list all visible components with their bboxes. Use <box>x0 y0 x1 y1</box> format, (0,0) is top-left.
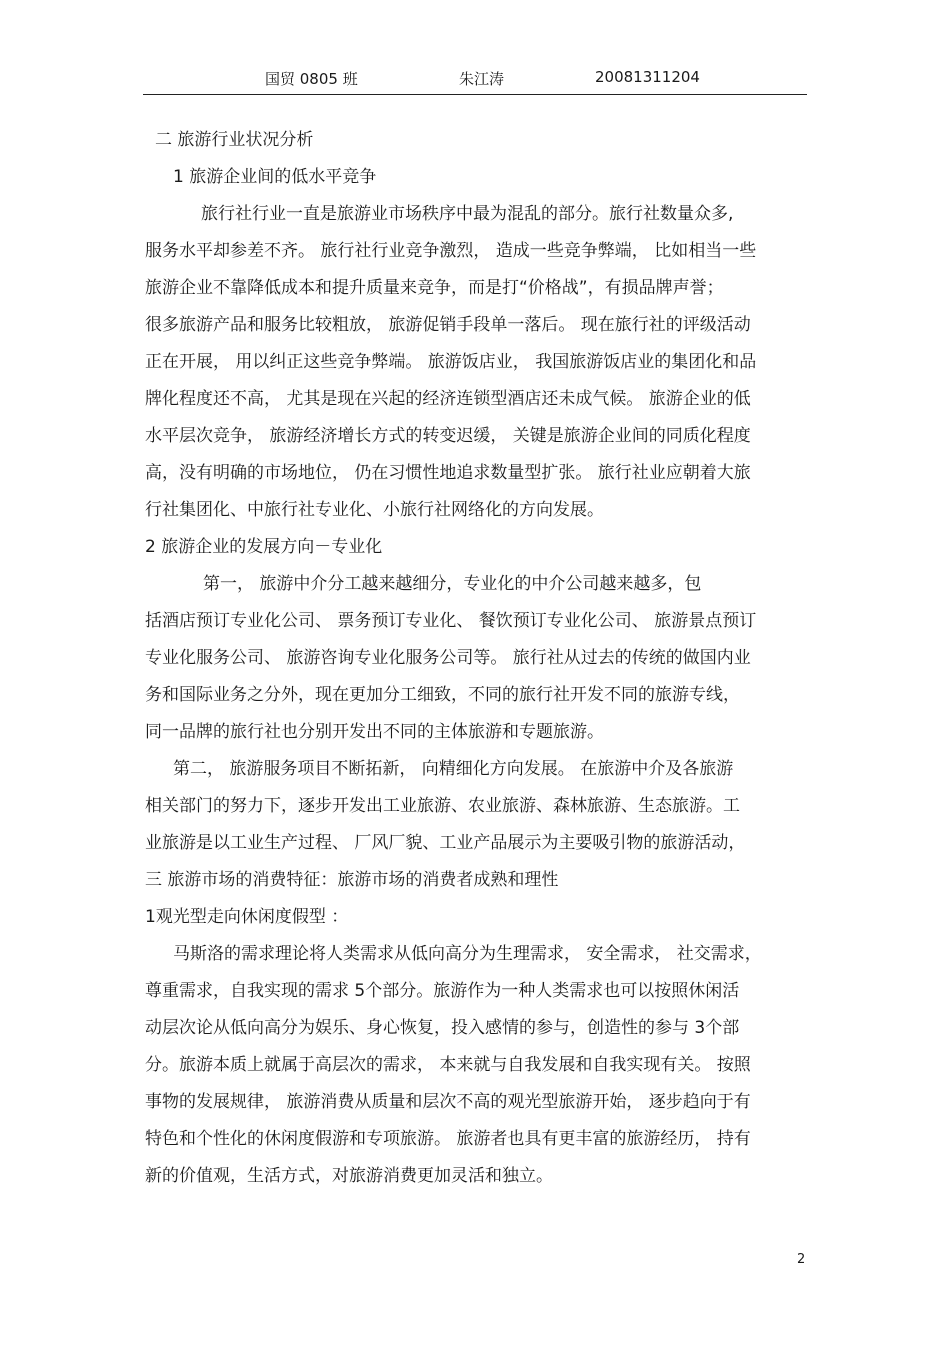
text-line: 1 旅游企业间的低水平竞争 <box>173 167 377 187</box>
text-line: 特色和个性化的休闲度假游和专项旅游。 旅游者也具有更丰富的旅游经历， 持有 <box>145 1129 751 1149</box>
text-line: 水平层次竞争， 旅游经济增长方式的转变迟缓， 关键是旅游企业间的同质化程度 <box>145 426 751 446</box>
text-line: 很多旅游产品和服务比较粗放， 旅游促销手段单一落后。 现在旅行社的评级活动 <box>145 315 751 335</box>
text-line: 括酒店预订专业化公司、 票务预订专业化、 餐饮预订专业化公司、 旅游景点预订 <box>145 611 757 631</box>
text-line: 行社集团化、中旅行社专业化、小旅行社网络化的方向发展。 <box>145 500 604 520</box>
text-line: 新的价值观，生活方式，对旅游消费更加灵活和独立。 <box>145 1166 553 1186</box>
header-author-name: 朱江涛 <box>459 70 505 88</box>
text-line: 二 旅游行业状况分析 <box>155 130 314 150</box>
text-line: 马斯洛的需求理论将人类需求从低向高分为生理需求， 安全需求， 社交需求， <box>173 944 762 964</box>
document-body <box>145 122 807 1195</box>
text-line: 分。旅游本质上就属于高层次的需求， 本来就与自我发展和自我实现有关。 按照 <box>145 1055 751 1075</box>
text-line: 三 旅游市场的消费特征：旅游市场的消费者成熟和理性 <box>145 870 559 890</box>
text-line: 同一品牌的旅行社也分别开发出不同的主体旅游和专题旅游。 <box>145 722 604 742</box>
text-line: 第二， 旅游服务项目不断拓新， 向精细化方向发展。 在旅游中介及各旅游 <box>173 759 734 779</box>
header-rule <box>143 94 807 95</box>
text-line: 正在开展， 用以纠正这些竞争弊端。 旅游饭店业， 我国旅游饭店业的集团化和品 <box>145 352 757 372</box>
text-line: 尊重需求，自我实现的需求 5个部分。旅游作为一种人类需求也可以按照休闲活 <box>145 981 740 1001</box>
text-line: 第一， 旅游中介分工越来越细分，专业化的中介公司越来越多，包 <box>203 574 702 594</box>
text-line: 2 旅游企业的发展方向－专业化 <box>145 537 383 557</box>
text-line: 牌化程度还不高， 尤其是现在兴起的经济连锁型酒店还未成气候。 旅游企业的低 <box>145 389 751 409</box>
page-number: 2 <box>797 1252 806 1267</box>
text-line: 旅行社行业一直是旅游业市场秩序中最为混乱的部分。旅行社数量众多, <box>201 204 734 224</box>
text-line: 务和国际业务之分外，现在更加分工细致，不同的旅行社开发不同的旅游专线， <box>145 685 740 705</box>
text-line: 1观光型走向休闲度假型 ： <box>145 907 349 927</box>
text-line: 事物的发展规律， 旅游消费从质量和层次不高的观光型旅游开始， 逐步趋向于有 <box>145 1092 751 1112</box>
page-header <box>143 68 807 90</box>
text-line: 旅游企业不靠降低成本和提升质量来竞争，而是打“价格战”，有损品牌声誉； <box>145 278 724 298</box>
header-class: 国贸 0805 班 <box>265 70 358 88</box>
text-line: 服务水平却参差不齐。 旅行社行业竞争激烈， 造成一些竞争弊端， 比如相当一些 <box>145 241 757 261</box>
text-line: 业旅游是以工业生产过程、 厂风厂貌、工业产品展示为主要吸引物的旅游活动， <box>145 833 746 853</box>
text-line: 动层次论从低向高分为娱乐、身心恢复，投入感情的参与，创造性的参与 3个部 <box>145 1018 740 1038</box>
text-line: 相关部门的努力下，逐步开发出工业旅游、农业旅游、森林旅游、生态旅游。工 <box>145 796 740 816</box>
text-line: 专业化服务公司、 旅游咨询专业化服务公司等。 旅行社从过去的传统的做国内业 <box>145 648 751 668</box>
text-line: 高，没有明确的市场地位， 仍在习惯性地追求数量型扩张。 旅行社业应朝着大旅 <box>145 463 751 483</box>
header-student-id: 20081311204 <box>595 68 700 86</box>
